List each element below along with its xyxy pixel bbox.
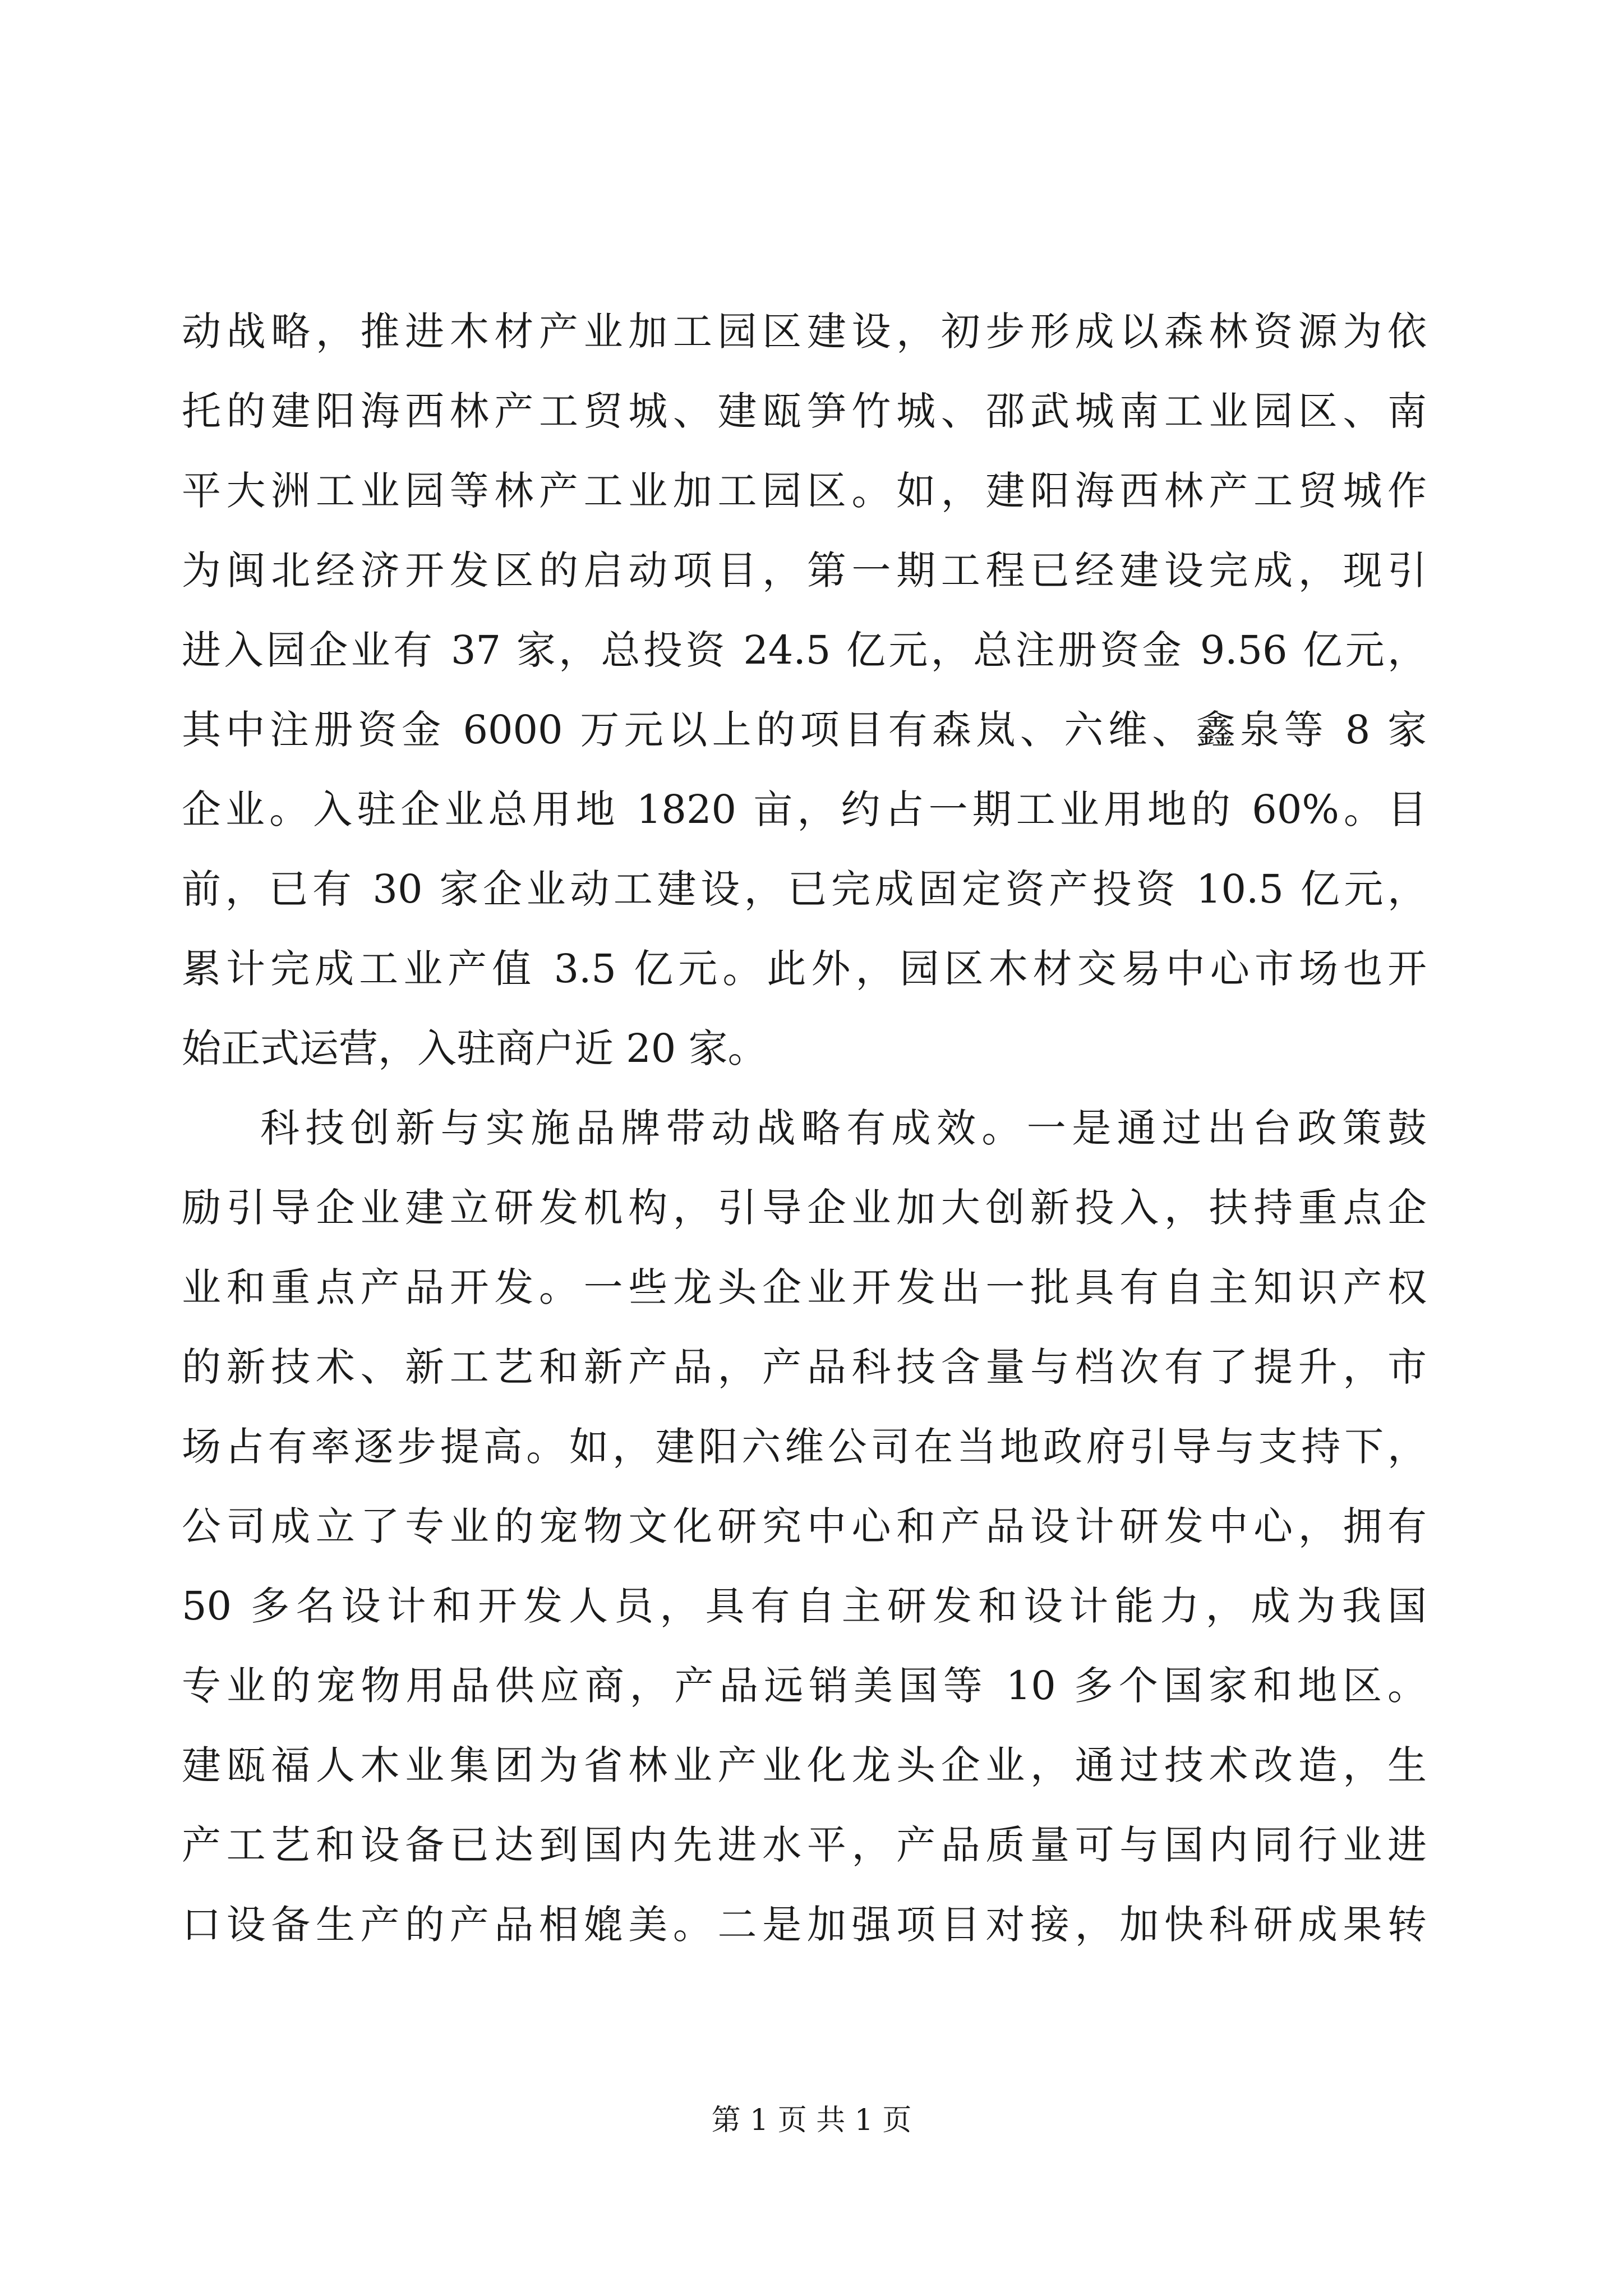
text-line: 口设备生产的产品相媲美。二是加强项目对接，加快科研成果转: [182, 1902, 1427, 1948]
text-line: 平大洲工业园等林产工业加工园区。如，建阳海西林产工贸城作: [182, 468, 1427, 514]
text-line: 50 多名设计和开发人员，具有自主研发和设计能力，成为我国: [182, 1583, 1427, 1629]
text-line: 累计完成工业产值 3.5 亿元。此外，园区木材交易中心市场也开: [182, 946, 1427, 992]
text-line: 专业的宠物用品供应商，产品远销美国等 10 多个国家和地区。: [182, 1663, 1427, 1709]
text-line: 科技创新与实施品牌带动战略有成效。一是通过出台政策鼓: [260, 1105, 1427, 1151]
page-footer: [0, 2101, 1623, 2140]
paragraph-2: [182, 1088, 1427, 1964]
text-line: 始正式运营，入驻商户近 20 家。: [182, 1025, 767, 1071]
text-line: 企业。入驻企业总用地 1820 亩，约占一期工业用地的 60%。目: [182, 786, 1427, 832]
text-line: 业和重点产品开发。一些龙头企业开发出一批具有自主知识产权: [182, 1264, 1427, 1310]
text-line: 托的建阳海西林产工贸城、建瓯笋竹城、邵武城南工业园区、南: [182, 388, 1427, 434]
text-line: 为闽北经济开发区的启动项目，第一期工程已经建设完成，现引: [182, 547, 1427, 593]
text-line: 其中注册资金 6000 万元以上的项目有森岚、六维、鑫泉等 8 家: [182, 707, 1427, 753]
text-line: 产工艺和设备已达到国内先进水平，产品质量可与国内同行业进: [182, 1822, 1427, 1868]
document-body: [182, 292, 1427, 1964]
text-line: 动战略，推进木材产业加工园区建设，初步形成以森林资源为依: [182, 309, 1427, 355]
text-line: 励引导企业建立研发机构，引导企业加大创新投入，扶持重点企: [182, 1185, 1427, 1231]
text-line: 场占有率逐步提高。如，建阳六维公司在当地政府引导与支持下，: [182, 1424, 1427, 1470]
page-number-label: 第 1 页 共 1 页: [711, 2104, 912, 2137]
paragraph-1: [182, 292, 1427, 1088]
text-line: 建瓯福人木业集团为省林业产业化龙头企业，通过技术改造，生: [182, 1742, 1427, 1788]
text-line: 前，已有 30 家企业动工建设，已完成固定资产投资 10.5 亿元，: [182, 866, 1427, 912]
text-line: 进入园企业有 37 家，总投资 24.5 亿元，总注册资金 9.56 亿元，: [182, 627, 1427, 673]
text-line: 公司成立了专业的宠物文化研究中心和产品设计研发中心，拥有: [182, 1503, 1427, 1549]
text-line: 的新技术、新工艺和新产品，产品科技含量与档次有了提升，市: [182, 1344, 1427, 1390]
